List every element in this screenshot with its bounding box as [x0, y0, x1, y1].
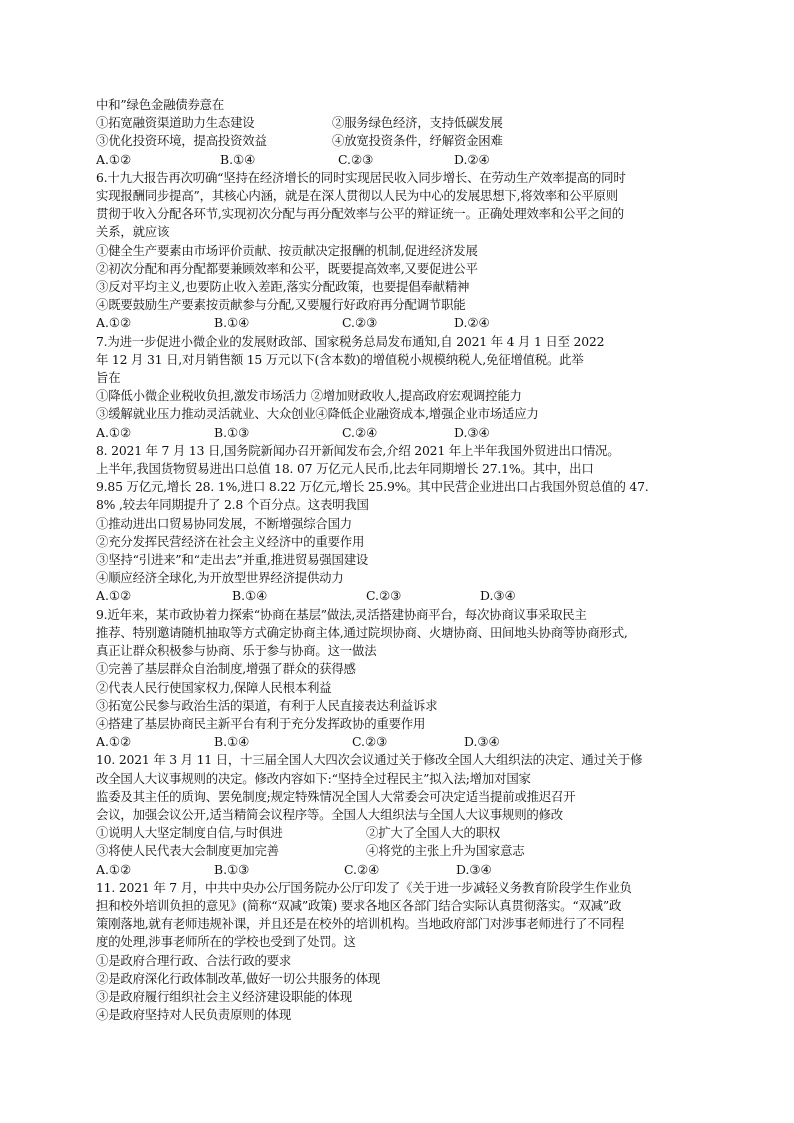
answer-c: C.②③ — [352, 734, 388, 750]
answer-d: D.③④ — [480, 588, 516, 604]
option-1: ①拓宽融资渠道助力生态建设 — [96, 115, 255, 131]
question-8-option-4: ④顺应经济全球化,为开放型世界经济提供动力 — [96, 570, 344, 586]
question-10-options-row-2 — [96, 842, 712, 860]
question-7-answers — [96, 424, 712, 442]
question-8-answers — [96, 587, 712, 605]
answer-b: B.①③ — [214, 424, 250, 440]
question-10-options-row-1 — [96, 824, 712, 842]
question-9-stem: 9.近年来，某市政协着力探索“协商在基层”做法,灵活搭建协商平台，每次协商议事采取民主 — [96, 606, 587, 622]
question-8-stem: 8% ,较去年同期提升了 2.8 个百分点。这表明我国 — [96, 497, 369, 513]
question-10-stem: 监委及其主任的质询、罢免制度;规定特殊情况全国人大常委会可决定适当提前或推迟召开 — [96, 788, 576, 804]
answer-a: A.①② — [96, 861, 132, 877]
question-10-stem: 10. 2021 年 3 月 11 日，十三届全国人大四次会议通过关于修改全国人大组织法的决定、通过关于修 — [96, 752, 643, 768]
question-6-answers — [96, 314, 712, 332]
question-8-stem: 8. 2021 年 7 月 13 日,国务院新闻办召开新闻发布会,介绍 2021 年上半年我国外贸进出口情况。 — [96, 442, 620, 458]
question-6-option-2: ②初次分配和再分配都要兼顾效率和公平，既要提高效率,又要促进公平 — [96, 260, 478, 276]
answer-d: D.③④ — [456, 861, 492, 877]
answer-a: A.①② — [96, 588, 132, 604]
question-5-options-row-2 — [96, 132, 712, 150]
option-2: ②服务绿色经济，支持低碳发展 — [332, 115, 503, 131]
answer-c: C.②④ — [344, 861, 380, 877]
answer-c: C.②③ — [338, 151, 374, 167]
option-3: ③优化投资环境，提高投资效益 — [96, 133, 267, 149]
question-10-stem: 改全国人大议事规则的决定。修改内容如下:“坚持全过程民主”拟入法;增加对国家 — [96, 770, 531, 786]
question-9-option-1: ①完善了基层群众自治制度,增强了群众的获得感 — [96, 661, 356, 677]
question-11-option-4: ④是政府坚持对人民负责原则的体现 — [96, 1007, 292, 1023]
question-7-options-row-2: ③缓解就业压力推动灵活就业、大众创业④降低企业融资成本,增强企业市场适应力 — [96, 406, 539, 422]
exam-page — [96, 96, 712, 1024]
answer-a: A.①② — [96, 315, 132, 331]
question-6-stem: 6.十九大报告再次叨确“坚持在经济增长的同时实现居民收入同步增长、在劳动生产效率提高的同时 — [96, 169, 626, 185]
question-9-option-2: ②代表人民行使国家权力,保障人民根本利益 — [96, 679, 332, 695]
question-8-option-1: ①推动进出口贸易协同发展，不断增强综合国力 — [96, 515, 353, 531]
question-9-answers — [96, 733, 712, 751]
answer-d: D.③④ — [454, 424, 490, 440]
question-6-option-4: ④既要鼓励生产要素按贡献参与分配,又要履行好政府再分配调节职能 — [96, 297, 466, 313]
answer-d: D.③④ — [464, 734, 500, 750]
answer-a: A.①② — [96, 151, 132, 167]
option-3: ③将使人民代表大会制度更加完善 — [96, 843, 279, 859]
answer-b: B.①④ — [232, 588, 268, 604]
question-6-option-1: ①健全生产要素由市场评价贡献、按贡献决定报酬的机制,促进经济发展 — [96, 242, 478, 258]
question-9-stem: 推荐、特别邀请随机抽取等方式确定协商主体,通过院坝协商、火塘协商、田间地头协商等协商形式, — [96, 624, 628, 640]
question-6-stem: 实现报酬同步提高”，其核心内涵，就是在深人贯彻以人民为中心的发展思想下,将效率和公平原则 — [96, 188, 618, 204]
question-11-stem: 担和校外培训负担的意见》(简称“双减”政策) 要求各地区各部门结合实际认真贯彻落实。“双减”政 — [96, 897, 622, 913]
question-8-option-3: ③坚持“引进来”和“走出去”并重,推进贸易强国建设 — [96, 552, 369, 568]
answer-b: B.①④ — [220, 151, 256, 167]
question-8-option-2: ②充分发挥民营经济在社会主义经济中的重要作用 — [96, 533, 365, 549]
question-8-stem: 9.85 万亿元,增长 28. 1%,进口 8.22 万亿元,增长 25.9%。其中民营企业进出口占我国外贸总值的 47. — [96, 479, 649, 495]
question-6-option-3: ③反对平均主义,也要防止收入差距,落实分配政策，也要提倡奉献精神 — [96, 279, 470, 295]
option-1: ①说明人大坚定制度自信,与时俱进 — [96, 825, 283, 841]
option-4: ④放宽投资条件，纾解资金困难 — [332, 133, 503, 149]
question-11-option-1: ①是政府合理行政、合法行政的要求 — [96, 952, 292, 968]
answer-b: B.①④ — [214, 315, 250, 331]
question-11-stem: 度的处理,涉事老师所在的学校也受到了处罚。这 — [96, 934, 356, 950]
question-6-stem: 贯彻于收入分配各环节,实现初次分配与再分配效率与公平的辩证统一。正确处理效率和公平之间的 — [96, 206, 624, 222]
answer-c: C.②③ — [342, 315, 378, 331]
question-5-answers — [96, 151, 712, 169]
question-7-stem: 年 12 月 31 日,对月销售额 15 万元以下(含本数)的增值税小规模纳税人,免征增值税。此举 — [96, 351, 584, 367]
answer-c: C.②③ — [366, 588, 402, 604]
answer-c: C.②④ — [342, 424, 378, 440]
question-11-option-3: ③是政府履行组织社会主义经济建设职能的体现 — [96, 988, 353, 1004]
answer-b: B.①③ — [214, 861, 250, 877]
question-11-stem: 策刚落地,就有老师违规补课，并且还是在校外的培训机构。当地政府部门对涉事老师进行了不同程 — [96, 916, 624, 932]
question-11-stem: 11. 2021 年 7 月，中共中央办公厅国务院办公厅印发了《关于进一步减轻义务教育阶段学生作业负 — [96, 879, 632, 895]
question-7-stem: 旨在 — [96, 370, 121, 386]
question-8-stem: 上半年,我国货物贸易进出口总值 18. 07 万亿元人民币,比去年同期增长 27.1%。其中，出口 — [96, 461, 594, 477]
question-6-stem: 关系，就应该 — [96, 224, 170, 240]
question-5-options-row-1 — [96, 114, 712, 132]
answer-d: D.②④ — [454, 151, 490, 167]
answer-b: B.①④ — [214, 734, 250, 750]
question-10-stem: 会议，加强会议公开,适当精简会议程序等。全国人大组织法与全国人大议事规则的修改 — [96, 806, 563, 822]
question-7-options-row-1: ①降低小微企业税收负担,激发市场活力 ②增加财政收人,提高政府宏观调控能力 — [96, 388, 522, 404]
question-7-stem: 7.为进一步促进小微企业的发展财政部、国家税务总局发布通知,自 2021 年 4 月 1 日至 2022 — [96, 333, 605, 349]
question-5-stem-tail: 中和”绿色金融债券意在 — [96, 97, 225, 112]
answer-d: D.②④ — [454, 315, 490, 331]
question-9-stem: 真正让群众积极参与协商、乐于参与协商。这一做法 — [96, 643, 377, 659]
option-2: ②扩大了全国人大的职权 — [366, 825, 501, 841]
question-9-option-4: ④搭建了基层协商民主新平台有利于充分发挥政协的重要作用 — [96, 715, 426, 731]
answer-a: A.①② — [96, 734, 132, 750]
question-9-option-3: ③拓宽公民参与政治生活的渠道，有利于人民直接表达利益诉求 — [96, 697, 438, 713]
question-11-option-2: ②是政府深化行政体制改革,做好一切公共服务的体现 — [96, 970, 381, 986]
question-10-answers — [96, 861, 712, 879]
answer-a: A.①② — [96, 424, 132, 440]
option-4: ④将党的主张上升为国家意志 — [366, 843, 525, 859]
